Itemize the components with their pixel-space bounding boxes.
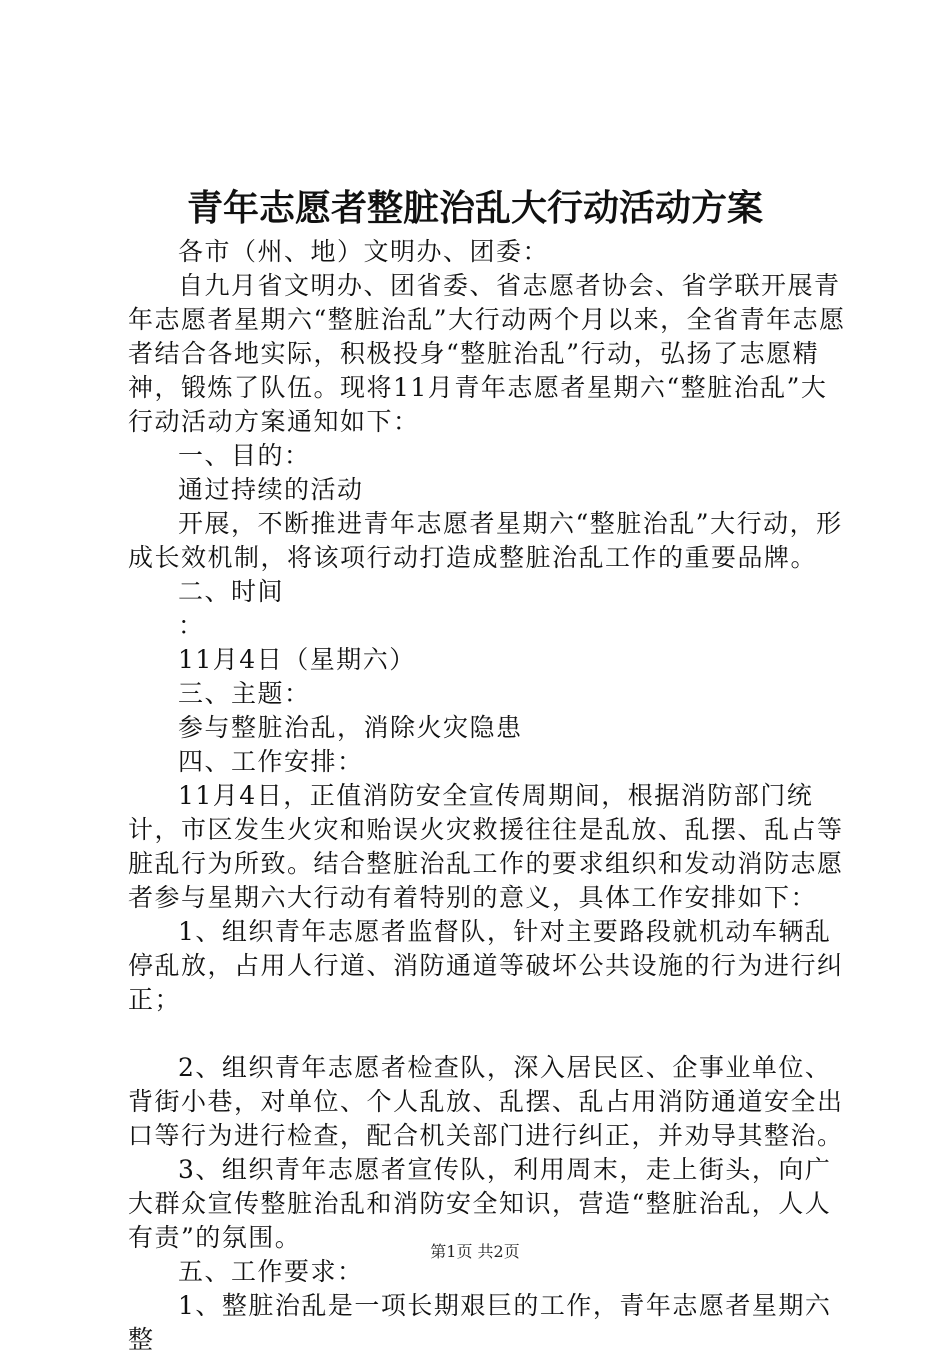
paragraph-purpose-b: 开展，不断推进青年志愿者星期六“整脏治乱”大行动，形成长效机制，将该项行动打造成整脏治乱工作的重要品牌。: [128, 509, 843, 572]
blank-line: [128, 1017, 848, 1051]
heading-arrangement: 四、工作安排：: [178, 747, 364, 776]
page-number-footer: 第1页 共2页: [430, 1242, 520, 1261]
heading-time: 二、时间: [178, 577, 285, 606]
paragraph-intro: 自九月省文明办、团省委、省志愿者协会、省学联开展青年志愿者星期六“整脏治乱”大行动两个月以来，全省青年志愿者结合各地实际，积极投身“整脏治乱”行动，弘扬了志愿精神，锻炼了队伍。现将11月青年志愿者星期六“整脏治乱”大行动活动方案通知如下：: [128, 271, 846, 436]
arrangement-item-1: 1、组织青年志愿者监督队，针对主要路段就机动车辆乱停乱放，占用人行道、消防通道等破坏公共设施的行为进行纠正；: [128, 917, 844, 1014]
requirement-1: 1、整脏治乱是一项长期艰巨的工作，青年志愿者星期六整: [128, 1291, 832, 1354]
theme-text: 参与整脏治乱，消除火灾隐患: [178, 713, 523, 742]
document-body: [128, 235, 848, 1357]
arrangement-item-3: 3、组织青年志愿者宣传队，利用周末，走上街头，向广大群众宣传整脏治乱和消防安全知识，营造“整脏治乱，人人有责”的氛围。: [128, 1155, 832, 1252]
arrangement-item-2: 2、组织青年志愿者检查队，深入居民区、企事业单位、背街小巷，对单位、个人乱放、乱摆、乱占用消防通道安全出口等行为进行检查，配合机关部门进行纠正，并劝导其整治。: [128, 1053, 844, 1150]
heading-purpose: 一、目的：: [178, 441, 311, 470]
heading-requirements: 五、工作要求：: [178, 1257, 364, 1286]
paragraph-purpose-a: 通过持续的活动: [178, 475, 364, 504]
event-date: 11月4日（星期六）: [178, 645, 416, 674]
document-title: 青年志愿者整脏治乱大行动活动方案: [186, 187, 763, 229]
heading-theme: 三、主题：: [178, 679, 311, 708]
time-colon: ：: [178, 611, 205, 640]
salutation: 各市（州、地）文明办、团委：: [178, 237, 550, 266]
paragraph-arrangement: 11月4日，正值消防安全宣传周期间，根据消防部门统计，市区发生火灾和贻误火灾救援往往是乱放、乱摆、乱占等脏乱行为所致。结合整脏治乱工作的要求组织和发动消防志愿者参与星期六大行动有着特别的意义，具体工作安排如下：: [128, 781, 844, 912]
